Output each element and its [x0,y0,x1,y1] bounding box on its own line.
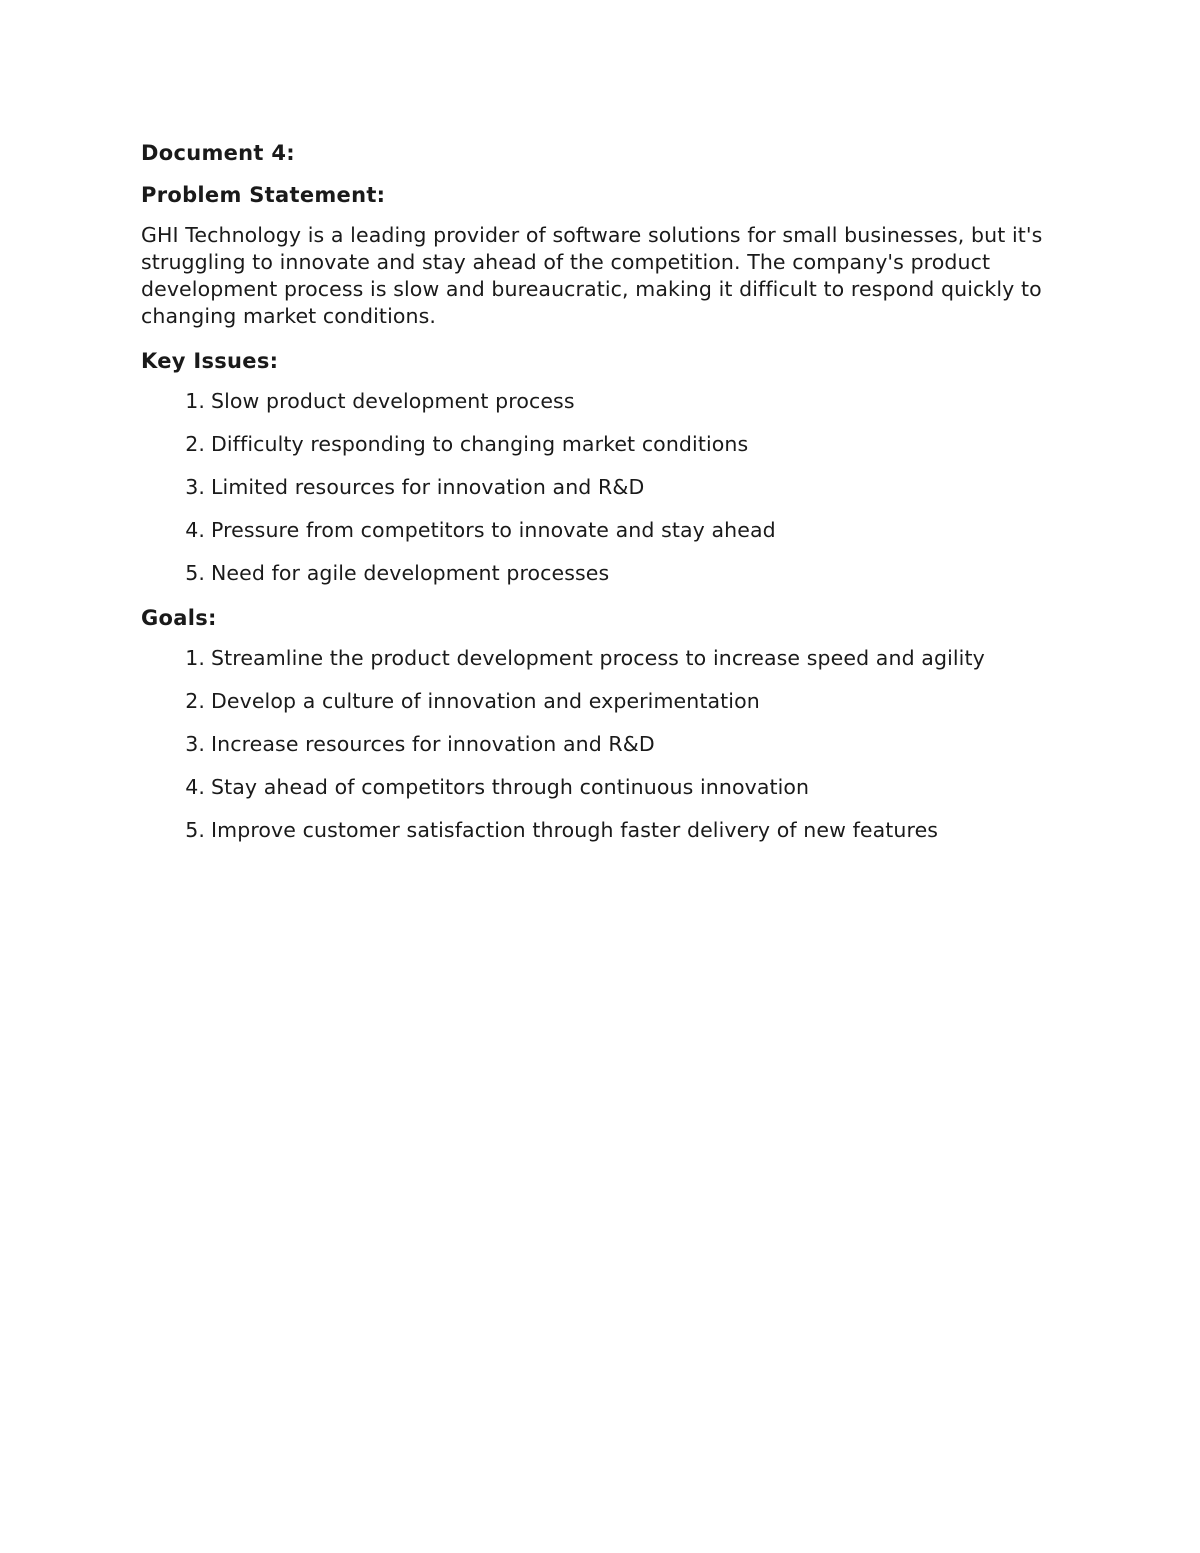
list-item-number: 3. [185,475,205,499]
document-page [141,138,1071,860]
list-item [141,560,1071,587]
list-item-number: 5. [185,561,205,585]
list-item [141,817,1071,844]
list-item-text: Stay ahead of competitors through continuous innovation [211,775,810,799]
problem-statement-text: GHI Technology is a leading provider of software solutions for small businesses, but it's struggling to innovate and stay ahead of the competition. The company's product development process is slow and bureaucratic, making it difficult to respond quickly to changing market conditions. [141,223,1043,328]
key-issues-list [141,388,1071,587]
list-item [141,731,1071,758]
list-item-text: Streamline the product development process to increase speed and agility [211,646,985,670]
list-item-text: Slow product development process [211,389,575,413]
list-item-number: 4. [185,775,205,799]
list-item [141,645,1071,672]
list-item-number: 1. [185,389,205,413]
list-item-text: Increase resources for innovation and R&D [211,732,655,756]
list-item [141,517,1071,544]
list-item-text: Pressure from competitors to innovate and stay ahead [211,518,776,542]
list-item-text: Difficulty responding to changing market conditions [211,432,749,456]
list-item-number: 1. [185,646,205,670]
list-item-number: 3. [185,732,205,756]
list-item-text: Improve customer satisfaction through faster delivery of new features [211,818,939,842]
document-title: Document 4: [141,141,295,165]
key-issues-heading: Key Issues: [141,349,279,373]
list-item [141,774,1071,801]
list-item-text: Limited resources for innovation and R&D [211,475,645,499]
list-item-number: 2. [185,432,205,456]
list-item [141,474,1071,501]
list-item [141,388,1071,415]
problem-statement-heading: Problem Statement: [141,183,386,207]
list-item-number: 2. [185,689,205,713]
list-item-text: Need for agile development processes [211,561,610,585]
goals-list [141,645,1071,844]
list-item-text: Develop a culture of innovation and experimentation [211,689,760,713]
list-item [141,688,1071,715]
goals-heading: Goals: [141,606,217,630]
list-item-number: 4. [185,518,205,542]
list-item [141,431,1071,458]
list-item-number: 5. [185,818,205,842]
